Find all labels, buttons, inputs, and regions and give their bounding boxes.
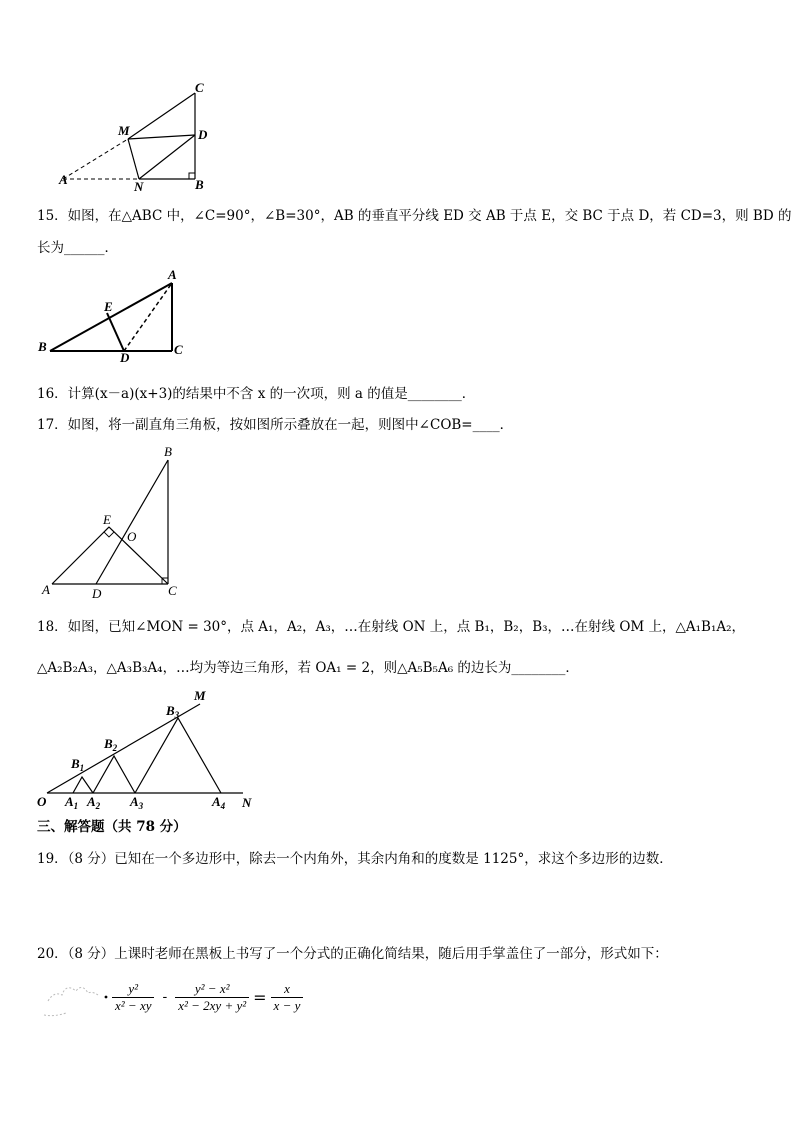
label-A2: $A_2$ [87,794,101,811]
question-20-text: 20．（8 分）上课时老师在黑板上书写了一个分式的正确化简结果，随后用手掌盖住了一部分，形式如下： [37,946,668,962]
label-M: M [194,688,206,703]
equals-sign: = [253,987,267,1007]
formula-q20 [40,975,303,1019]
label-E: E [104,299,113,314]
label-N: N [242,795,252,810]
label-A: A [59,172,68,187]
question-17-text: 17．如图，将一副直角三角板，按如图所示叠放在一起，则图中∠COB=____． [37,417,514,433]
label-D: D [92,586,102,601]
label-C: C [195,80,204,95]
label-D: D [120,350,130,365]
question-18-text-line2: △A₂B₂A₃，△A₃B₃A₄，…均为等边三角形，若 OA₁ = 2，则△A₅B₅A₆ 的边长为________． [37,660,579,676]
label-E: E [103,512,111,527]
label-N: N [134,179,144,194]
palm-cover-icon [40,975,112,1019]
label-B2: $B_2$ [104,736,118,753]
section-title: 三、解答题（共 78 分） [37,819,187,835]
label-B1: $B_1$ [71,756,85,773]
label-M: M [118,123,130,138]
label-C: C [174,342,183,357]
fraction-1: $\frac{\text{y²}}{\text{x² − xy}}$ [112,981,154,1014]
label-A4: $A_4$ [212,794,226,811]
fraction-2: $\frac{\text{y² − x²}}{\text{x² − 2xy + y²}}$ [175,981,249,1014]
label-A3: $A_3$ [130,794,144,811]
label-A1: $A_1$ [65,794,79,811]
label-O: O [127,529,137,544]
label-D: D [198,127,208,142]
label-B3: $B_3$ [166,703,180,720]
label-C: C [168,583,177,598]
label-B: B [38,339,47,354]
label-A: A [168,267,177,282]
question-16-text: 16．计算(x－a)(x+3)的结果中不含 x 的一次项，则 a 的值是________． [37,386,476,402]
label-A: A [42,582,50,597]
minus-sign: - [162,989,168,1005]
question-15-text: 15．如图，在△ABC 中，∠C=90°，∠B=30°，AB 的垂直平分线 ED 交 AB 于点 E，交 BC 于点 D，若 CD=3，则 BD 的 [37,208,792,224]
question-18-text: 18．如图，已知∠MON = 30°，点 A₁，A₂，A₃，…在射线 ON 上，点 B₁，B₂，B₃，…在射线 OM 上，△A₁B₁A₂， [37,619,746,635]
label-O: O [37,794,47,809]
label-B: B [195,177,204,192]
question-19-text: 19．（8 分）已知在一个多边形中，除去一个内角外，其余内角和的度数是 1125°，求这个多边形的边数． [37,851,673,867]
label-B: B [164,444,172,459]
fraction-3: $\frac{x}{x - y}$ [271,981,304,1014]
question-15-text-line2: 长为______． [37,240,118,256]
